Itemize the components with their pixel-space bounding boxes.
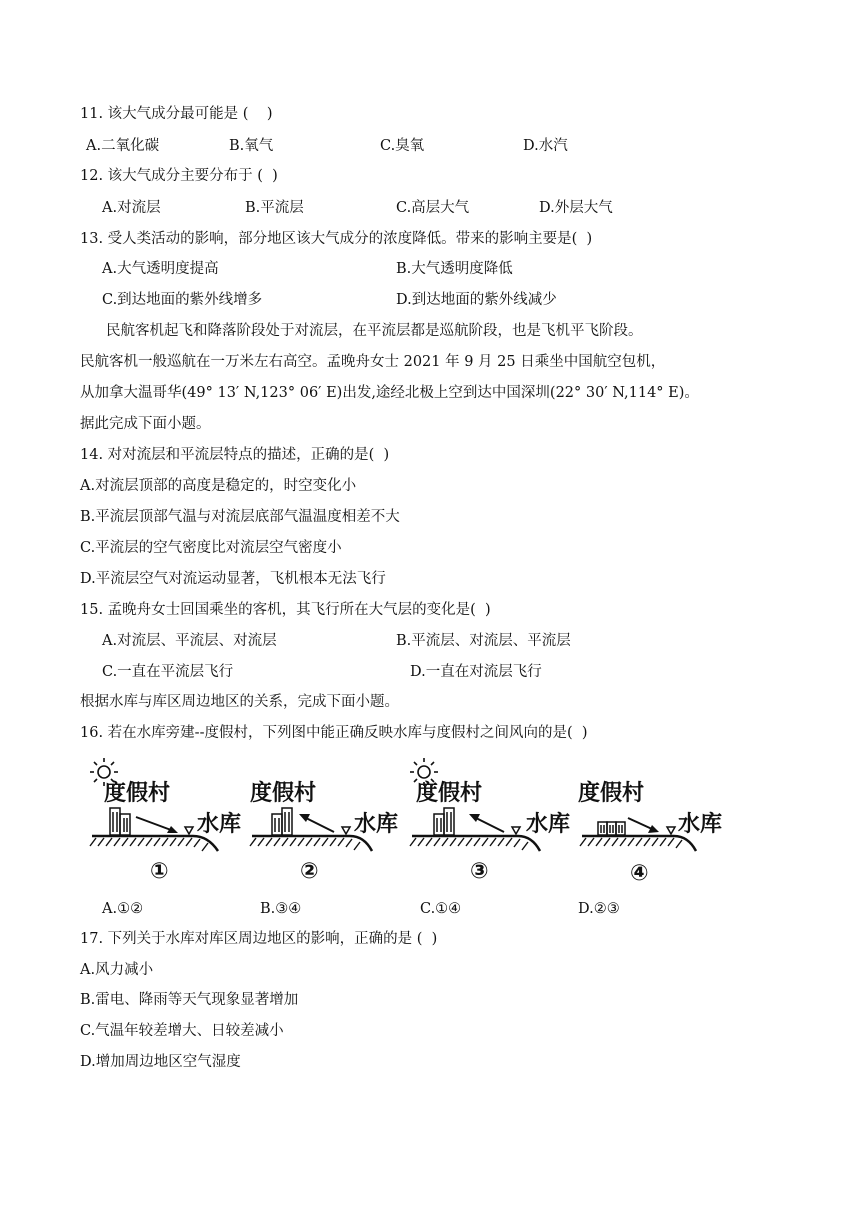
q15-option-c: C.一直在平流层飞行: [102, 664, 234, 680]
q15-option-b: B.平流层、对流层、平流层: [396, 633, 571, 649]
q14-option-c: C.平流层的空气密度比对流层空气密度小: [80, 540, 342, 556]
q14-stem: 14. 对对流层和平流层特点的描述，正确的是( ): [80, 447, 390, 463]
building-icon: [110, 808, 130, 835]
wind-arrow: [136, 817, 178, 833]
water-marker-icon: [667, 827, 675, 834]
q17-stem: 17. 下列关于水库对库区周边地区的影响，正确的是 ( ): [80, 931, 438, 947]
water-marker-icon: [342, 827, 350, 834]
q17-option-d: D.增加周边地区空气湿度: [80, 1054, 241, 1070]
water-marker-icon: [185, 827, 193, 834]
q13-option-b: B.大气透明度降低: [396, 261, 513, 277]
passage1-line1: 民航客机起飞和降落阶段处于对流层，在平流层都是巡航阶段，也是飞机平飞阶段。: [106, 323, 643, 339]
diagram-2: [248, 756, 408, 886]
q15-option-a: A.对流层、平流层、对流层: [102, 633, 277, 649]
q14-option-a: A.对流层顶部的高度是稳定的，时空变化小: [80, 478, 357, 494]
q13-option-d: D.到达地面的紫外线减少: [396, 292, 557, 308]
q11-option-b: B.氧气: [229, 138, 274, 154]
q17-option-a: A.风力减小: [80, 962, 154, 978]
q14-option-b: B.平流层顶部气温与对流层底部气温温度相差不大: [80, 509, 400, 525]
wind-arrow: [299, 814, 334, 832]
q13-option-a: A.大气透明度提高: [102, 261, 219, 277]
water-marker-icon: [512, 827, 520, 834]
q15-stem: 15. 孟晚舟女士回国乘坐的客机，其飞行所在大气层的变化是( ): [80, 602, 491, 618]
q16-option-c: C.①④: [420, 901, 462, 917]
q14-option-d: D.平流层空气对流运动显著，飞机根本无法飞行: [80, 571, 386, 587]
figure-number-3: ③: [470, 859, 489, 884]
diagram-4: [578, 756, 738, 886]
reservoir-label: 水库: [197, 812, 242, 837]
passage1-line2: 民航客机一般巡航在一万米左右高空。孟晚舟女士 2021 年 9 月 25 日乘坐中国航空包机，: [80, 354, 666, 370]
figure-number-4: ④: [630, 861, 649, 886]
building-icon: [434, 808, 454, 835]
q16-option-a: A.①②: [102, 901, 144, 917]
reservoir-label: 水库: [354, 812, 399, 837]
diagram-1: [88, 756, 248, 886]
q11-option-d: D.水汽: [523, 138, 568, 154]
q12-option-b: B.平流层: [245, 200, 304, 216]
q16-option-b: B.③④: [260, 901, 302, 917]
q12-stem: 12. 该大气成分主要分布于 ( ): [80, 168, 278, 184]
q15-option-d: D.一直在对流层飞行: [410, 664, 542, 680]
q16-option-d: D.②③: [578, 901, 620, 917]
resort-label: 度假村: [578, 781, 645, 806]
reservoir-label: 水库: [678, 812, 723, 837]
q11-stem: 11. 该大气成分最可能是 ( ): [80, 106, 273, 122]
resort-label: 度假村: [104, 781, 171, 806]
q11-option-a: A.二氧化碳: [86, 138, 160, 154]
q11-option-c: C.臭氧: [380, 138, 425, 154]
reservoir-label: 水库: [526, 812, 571, 837]
diagram-3: [408, 756, 578, 886]
figure-number-2: ②: [300, 859, 319, 884]
q16-stem: 16. 若在水库旁建--度假村，下列图中能正确反映水库与度假村之间风向的是( ): [80, 725, 588, 741]
q12-option-d: D.外层大气: [539, 200, 613, 216]
passage1-line3: 从加拿大温哥华(49° 13′ N,123° 06′ E)出发,途经北极上空到达中国深圳(22° 30′ N,114° E)。: [80, 385, 699, 401]
building-icon: [272, 808, 292, 835]
building-icon: [598, 822, 625, 835]
resort-label: 度假村: [416, 781, 483, 806]
q13-stem: 13. 受人类活动的影响，部分地区该大气成分的浓度降低。带来的影响主要是( ): [80, 231, 593, 247]
resort-label: 度假村: [250, 781, 317, 806]
q17-option-c: C.气温年较差增大、日较差减小: [80, 1023, 284, 1039]
wind-arrow: [628, 818, 659, 833]
q13-option-c: C.到达地面的紫外线增多: [102, 292, 263, 308]
q12-option-c: C.高层大气: [396, 200, 470, 216]
q12-option-a: A.对流层: [102, 200, 161, 216]
q17-option-b: B.雷电、降雨等天气现象显著增加: [80, 992, 299, 1008]
passage1-line4: 据此完成下面小题。: [80, 416, 211, 432]
figure-number-1: ①: [150, 859, 169, 884]
wind-arrow: [469, 814, 504, 832]
passage2: 根据水库与库区周边地区的关系，完成下面小题。: [80, 694, 399, 710]
